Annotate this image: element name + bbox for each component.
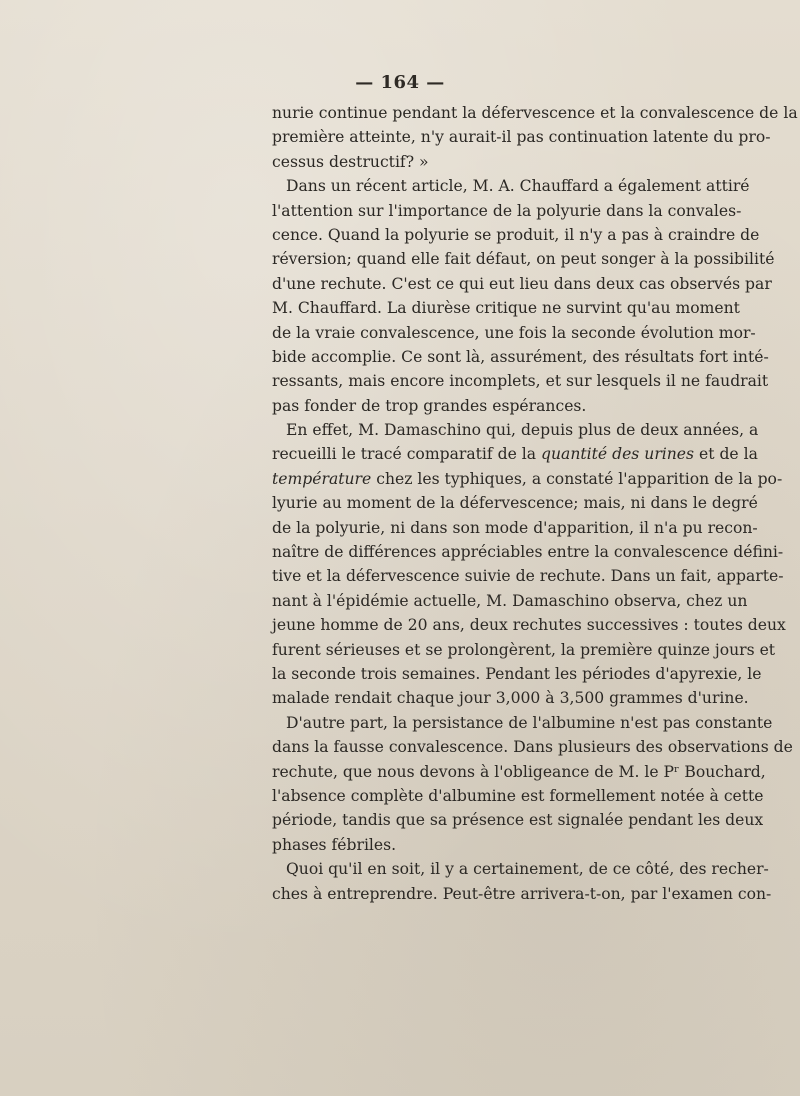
text-line: Quoi qu'il en soit, il y a certainement, de ce côté, des recher-	[286, 860, 769, 879]
text-line: D'autre part, la persistance de l'albumine n'est pas constante	[286, 713, 773, 732]
text-line: dans la fausse convalescence. Dans plusieurs des observations de	[272, 738, 793, 757]
text-line: de la polyurie, ni dans son mode d'apparition, il n'a pu recon-	[272, 518, 758, 537]
text-fragment: recueilli le tracé comparatif de la	[272, 445, 542, 464]
text-line: réversion; quand elle fait défaut, on peut songer à la possibilité	[272, 250, 775, 269]
text-line: cence. Quand la polyurie se produit, il n'y a pas à craindre de	[272, 225, 760, 244]
text-line: tive et la défervescence suivie de rechute. Dans un fait, apparte-	[272, 567, 784, 586]
page-number: — 164 —	[355, 72, 445, 93]
text-line: rechute, que nous devons à l'obligeance de M. le Pʳ Bouchard,	[272, 762, 766, 781]
text-line: ches à entreprendre. Peut-être arrivera-t-on, par l'examen con-	[272, 884, 772, 903]
text-line: jeune homme de 20 ans, deux rechutes successives : toutes deux	[272, 616, 786, 635]
text-line: furent sérieuses et se prolongèrent, la première quinze jours et	[272, 640, 776, 659]
text-line: l'absence complète d'albumine est formellement notée à cette	[272, 786, 764, 805]
text-line: lyurie au moment de la défervescence; mais, ni dans le degré	[272, 494, 758, 513]
body-text	[272, 101, 798, 906]
text-line: d'une rechute. C'est ce qui eut lieu dans deux cas observés par	[272, 274, 772, 293]
text-line: phases fébriles.	[272, 835, 397, 854]
text-line: l'attention sur l'importance de la polyurie dans la convales-	[272, 201, 742, 220]
text-line: pas fonder de trop grandes espérances.	[272, 396, 587, 415]
text-line: nurie continue pendant la défervescence et la convalescence de la	[272, 104, 798, 122]
text-line: de la vraie convalescence, une fois la seconde évolution mor-	[272, 323, 756, 342]
text-line	[272, 467, 783, 491]
text-line: la seconde trois semaines. Pendant les périodes d'apyrexie, le	[272, 664, 762, 683]
text-line	[272, 442, 758, 466]
text-line: naître de différences appréciables entre la convalescence défini-	[272, 543, 784, 562]
text-fragment: et de la	[694, 445, 758, 464]
text-line: malade rendait chaque jour 3,000 à 3,500 grammes d'urine.	[272, 689, 749, 708]
text-line: période, tandis que sa présence est signalée pendant les deux	[272, 811, 764, 830]
text-line: première atteinte, n'y aurait-il pas continuation latente du pro-	[272, 128, 771, 147]
italic-term: quantité des urines	[541, 445, 695, 464]
text-line: Dans un récent article, M. A. Chauffard a également attiré	[286, 177, 750, 196]
text-line: ressants, mais encore incomplets, et sur lesquels il ne faudrait	[272, 372, 769, 391]
italic-term: température	[272, 469, 372, 488]
text-fragment: chez les typhiques, a constaté l'apparition de la po-	[371, 469, 783, 488]
text-line: bide accomplie. Ce sont là, assurément, des résultats fort inté-	[272, 347, 769, 366]
text-line: nant à l'épidémie actuelle, M. Damaschino observa, chez un	[272, 591, 748, 610]
text-line: cessus destructif? »	[272, 152, 429, 171]
text-line: M. Chauffard. La diurèse critique ne survint qu'au moment	[272, 299, 740, 318]
text-line: En effet, M. Damaschino qui, depuis plus de deux années, a	[286, 421, 759, 440]
